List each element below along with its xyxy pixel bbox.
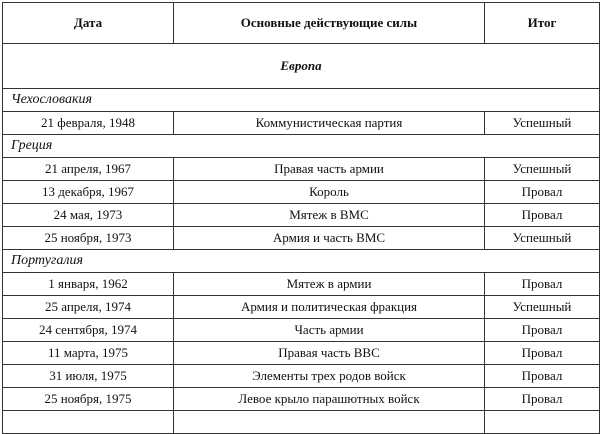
cell-forces: Армия и политическая фракция [174, 296, 485, 319]
cell-result: Успешный [485, 112, 600, 135]
coups-table [2, 2, 600, 434]
cell-forces: Часть армии [174, 319, 485, 342]
group-country: Греция [3, 135, 600, 158]
cell-forces: Элементы трех родов войск [174, 365, 485, 388]
cell-forces: Мятеж в армии [174, 273, 485, 296]
group-row [3, 250, 600, 273]
table-row [3, 388, 600, 411]
table-row [3, 181, 600, 204]
cell-forces: Мятеж в ВМС [174, 204, 485, 227]
cell-date: 24 мая, 1973 [3, 204, 174, 227]
cell-forces [174, 411, 485, 434]
cell-date [3, 411, 174, 434]
cell-result: Провал [485, 204, 600, 227]
cell-date: 1 января, 1962 [3, 273, 174, 296]
cell-result: Успешный [485, 158, 600, 181]
section-title: Европа [3, 44, 600, 89]
table-row [3, 273, 600, 296]
header-date: Дата [3, 3, 174, 44]
cell-date: 31 июля, 1975 [3, 365, 174, 388]
cell-date: 21 апреля, 1967 [3, 158, 174, 181]
group-row [3, 135, 600, 158]
table-row [3, 204, 600, 227]
table-row [3, 411, 600, 434]
cell-date: 25 апреля, 1974 [3, 296, 174, 319]
cell-forces: Правая часть армии [174, 158, 485, 181]
section-row [3, 44, 600, 89]
cell-forces: Коммунистическая партия [174, 112, 485, 135]
cell-result: Успешный [485, 227, 600, 250]
cell-forces: Король [174, 181, 485, 204]
cell-date: 24 сентября, 1974 [3, 319, 174, 342]
table-row [3, 342, 600, 365]
header-row [3, 3, 600, 44]
header-forces: Основные действующие силы [174, 3, 485, 44]
cell-result: Провал [485, 273, 600, 296]
cell-forces: Армия и часть ВМС [174, 227, 485, 250]
table-row [3, 296, 600, 319]
table-row [3, 365, 600, 388]
table-row [3, 319, 600, 342]
cell-result: Провал [485, 319, 600, 342]
cell-result [485, 411, 600, 434]
cell-date: 25 ноября, 1973 [3, 227, 174, 250]
group-country: Чехословакия [3, 89, 600, 112]
cell-result: Провал [485, 181, 600, 204]
cell-forces: Левое крыло парашютных войск [174, 388, 485, 411]
cell-date: 25 ноября, 1975 [3, 388, 174, 411]
table-row [3, 112, 600, 135]
cell-result: Успешный [485, 296, 600, 319]
table-row [3, 227, 600, 250]
header-result: Итог [485, 3, 600, 44]
group-country: Португалия [3, 250, 600, 273]
cell-date: 13 декабря, 1967 [3, 181, 174, 204]
cell-date: 21 февраля, 1948 [3, 112, 174, 135]
cell-result: Провал [485, 365, 600, 388]
cell-result: Провал [485, 342, 600, 365]
cell-date: 11 марта, 1975 [3, 342, 174, 365]
cell-result: Провал [485, 388, 600, 411]
table-row [3, 158, 600, 181]
cell-forces: Правая часть ВВС [174, 342, 485, 365]
group-row [3, 89, 600, 112]
